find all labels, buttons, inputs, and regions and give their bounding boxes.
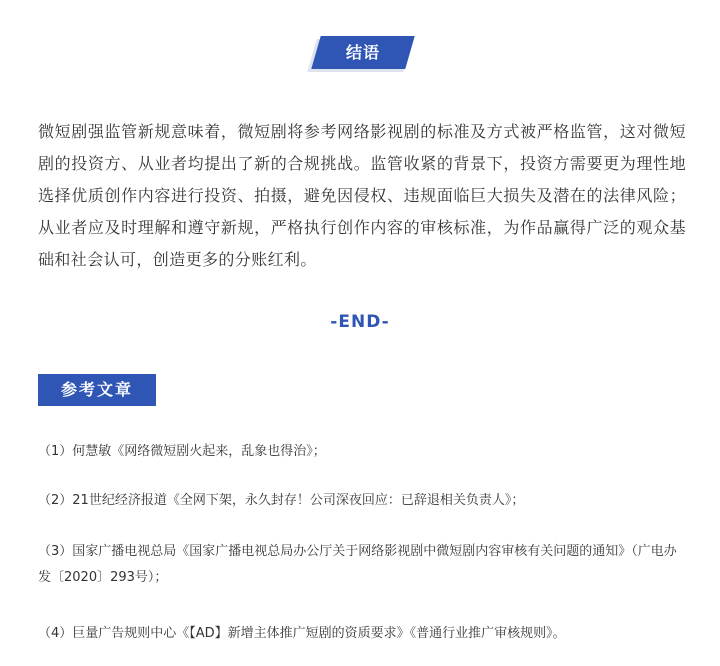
conclusion-paragraph: 微短剧强监管新规意味着，微短剧将参考网络影视剧的标准及方式被严格监管，这对微短剧的投资方、从业者均提出了新的合规挑战。监管收紧的背景下，投资方需要更为理性地选择优质创作内容进行投资、拍摄，避免因侵权、违规面临巨大损失及潜在的法律风险；从业者应及时理解和遵守新规，严格执行创作内容的审核标准，为作品赢得广泛的观众基础和社会认可，创造更多的分账红利。 [38, 122, 686, 269]
section-title: 结语 [345, 43, 380, 62]
references-title: 参考文章 [60, 380, 133, 399]
reference-item-2: （2）21世纪经济报道《全网下架，永久封存！公司深夜回应：已辞退相关负责人》； [38, 493, 525, 508]
references-header [38, 374, 156, 406]
reference-item-3: （3）国家广播电视总局《国家广播电视总局办公厅关于网络影视剧中微短剧内容审核有关问题的通知》（广电办发〔2020〕293号）； [38, 544, 677, 585]
end-mark: -END- [330, 312, 390, 332]
reference-item-4: （4）巨量广告规则中心《【AD】新增主体推广短剧的资质要求》《普通行业推广审核规则》。 [38, 626, 566, 641]
section-header-badge [310, 36, 412, 72]
reference-item-1: （1）何慧敏《网络微短剧火起来，乱象也得治》； [38, 444, 326, 459]
